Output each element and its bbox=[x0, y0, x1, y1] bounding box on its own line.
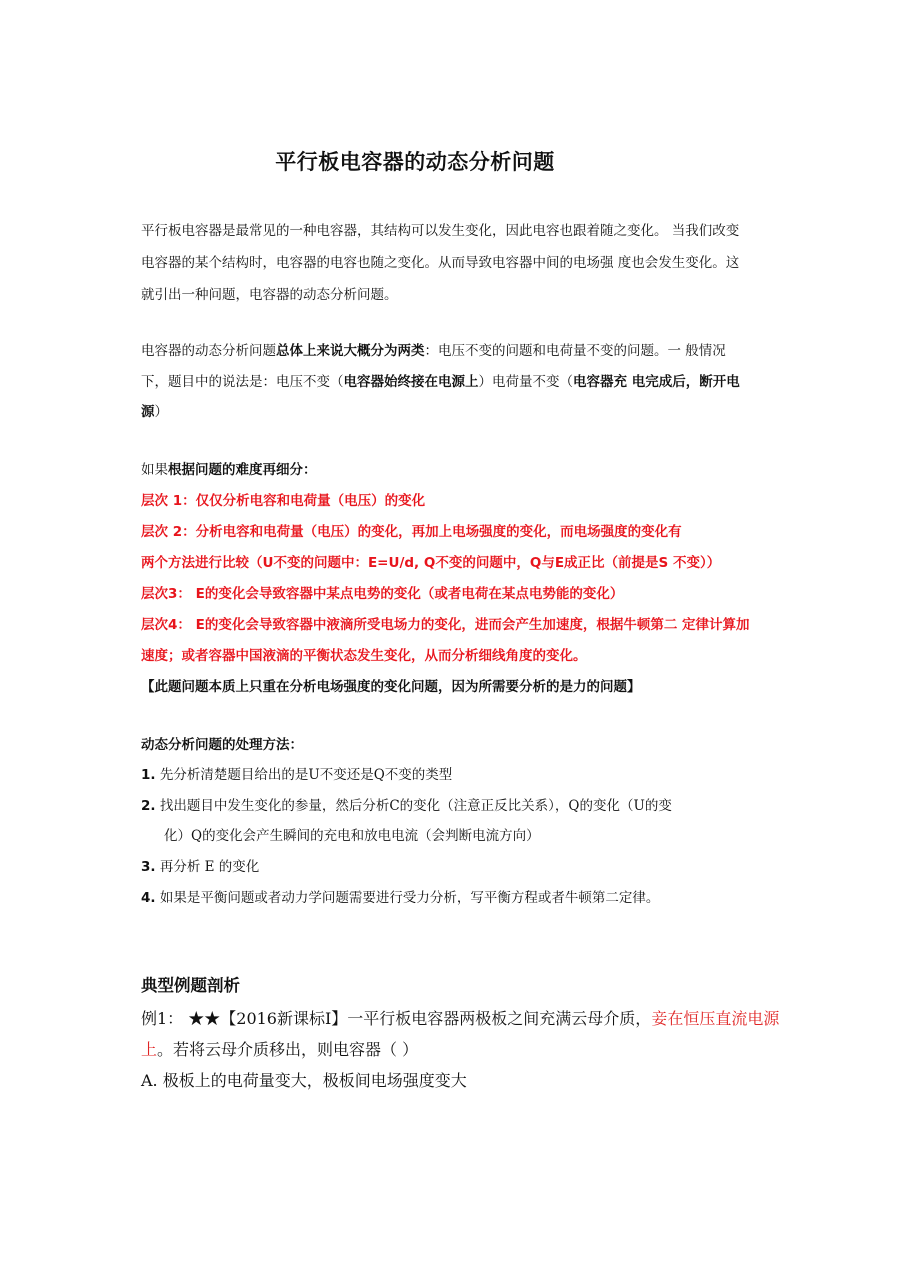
intro-line-3: 就引出一种问题，电容器的动态分析问题。 bbox=[141, 287, 398, 303]
charge-constant-note: 电容器充 电完成后，断开电 bbox=[573, 374, 740, 390]
level-2: 层次 2：分析电容和电荷量（电压）的变化，再加上电场强度的变化，而电场强度的变化有 bbox=[141, 524, 682, 540]
intro-line-1: 平行板电容器是最常见的一种电容器，其结构可以发生变化，因此电容也跟着随之变化。 当我们改变 bbox=[141, 223, 740, 239]
method-step-4: 4. 如果是平衡问题或者动力学问题需要进行受力分析，写平衡方程或者牛顿第二定律。 bbox=[141, 890, 660, 906]
types-line-3: 源） bbox=[141, 404, 168, 420]
types-line-1: 电容器的动态分析问题总体上来说大概分为两类：电压不变的问题和电荷量不变的问题。一 般情况 bbox=[141, 343, 726, 359]
example-1-option-a: A. 极板上的电荷量变大，极板间电场强度变大 bbox=[141, 1071, 467, 1090]
example-1-highlight: 妾在恒压直流电源 bbox=[651, 1009, 780, 1028]
method-heading: 动态分析问题的处理方法： bbox=[141, 737, 303, 753]
examples-heading: 典型例题剖析 bbox=[141, 976, 240, 995]
example-1-line-2: 上。若将云母介质移出，则电容器（ ） bbox=[141, 1040, 419, 1059]
intro-line-2: 电容器的某个结构时，电容器的电容也随之变化。从而导致电容器中间的电场强 度也会发生变化。这 bbox=[141, 255, 740, 271]
level-4-continued: 速度；或者容器中国液滴的平衡状态发生变化，从而分析细线角度的变化。 bbox=[141, 648, 587, 664]
voltage-constant-note: 电容器始终接在电源上 bbox=[343, 374, 479, 390]
types-line-2: 下，题目中的说法是：电压不变（电容器始终接在电源上）电荷量不变（电容器充 电完成后，断开电 bbox=[141, 374, 740, 390]
method-step-3: 3. 再分析 E 的变化 bbox=[141, 859, 260, 875]
method-step-2-continued: 化）Q的变化会产生瞬间的充电和放电电流（会判断电流方向） bbox=[164, 828, 540, 844]
types-emphasis: 总体上来说大概分为两类 bbox=[276, 343, 425, 359]
page-title: 平行板电容器的动态分析问题 bbox=[275, 150, 555, 174]
method-step-1: 1. 先分析清楚题目给出的是U不变还是Q不变的类型 bbox=[141, 767, 453, 783]
levels-note: 【此题问题本质上只重在分析电场强度的变化问题，因为所需要分析的是力的问题】 bbox=[141, 679, 641, 695]
level-4: 层次4： E的变化会导致容器中液滴所受电场力的变化，进而会产生加速度，根据牛顿第二 定律计算加 bbox=[141, 617, 750, 633]
method-step-2: 2. 找出题目中发生变化的参量，然后分析C的变化（注意正反比关系），Q的变化（U的变 bbox=[141, 798, 672, 814]
level-2-continued: 两个方法进行比较（U不变的问题中：E=U/d, Q不变的问题中，Q与E成正比（前提是S 不变）） bbox=[141, 555, 721, 571]
level-1: 层次 1：仅仅分析电容和电荷量（电压）的变化 bbox=[141, 493, 426, 509]
example-1-line-1: 例1： ★★【2016新课标Ⅰ】一平行板电容器两极板之间充满云母介质，妾在恒压直流电源 bbox=[141, 1009, 780, 1028]
levels-intro: 如果根据问题的难度再细分： bbox=[141, 462, 317, 478]
level-3: 层次3： E的变化会导致容器中某点电势的变化（或者电荷在某点电势能的变化） bbox=[141, 586, 624, 602]
